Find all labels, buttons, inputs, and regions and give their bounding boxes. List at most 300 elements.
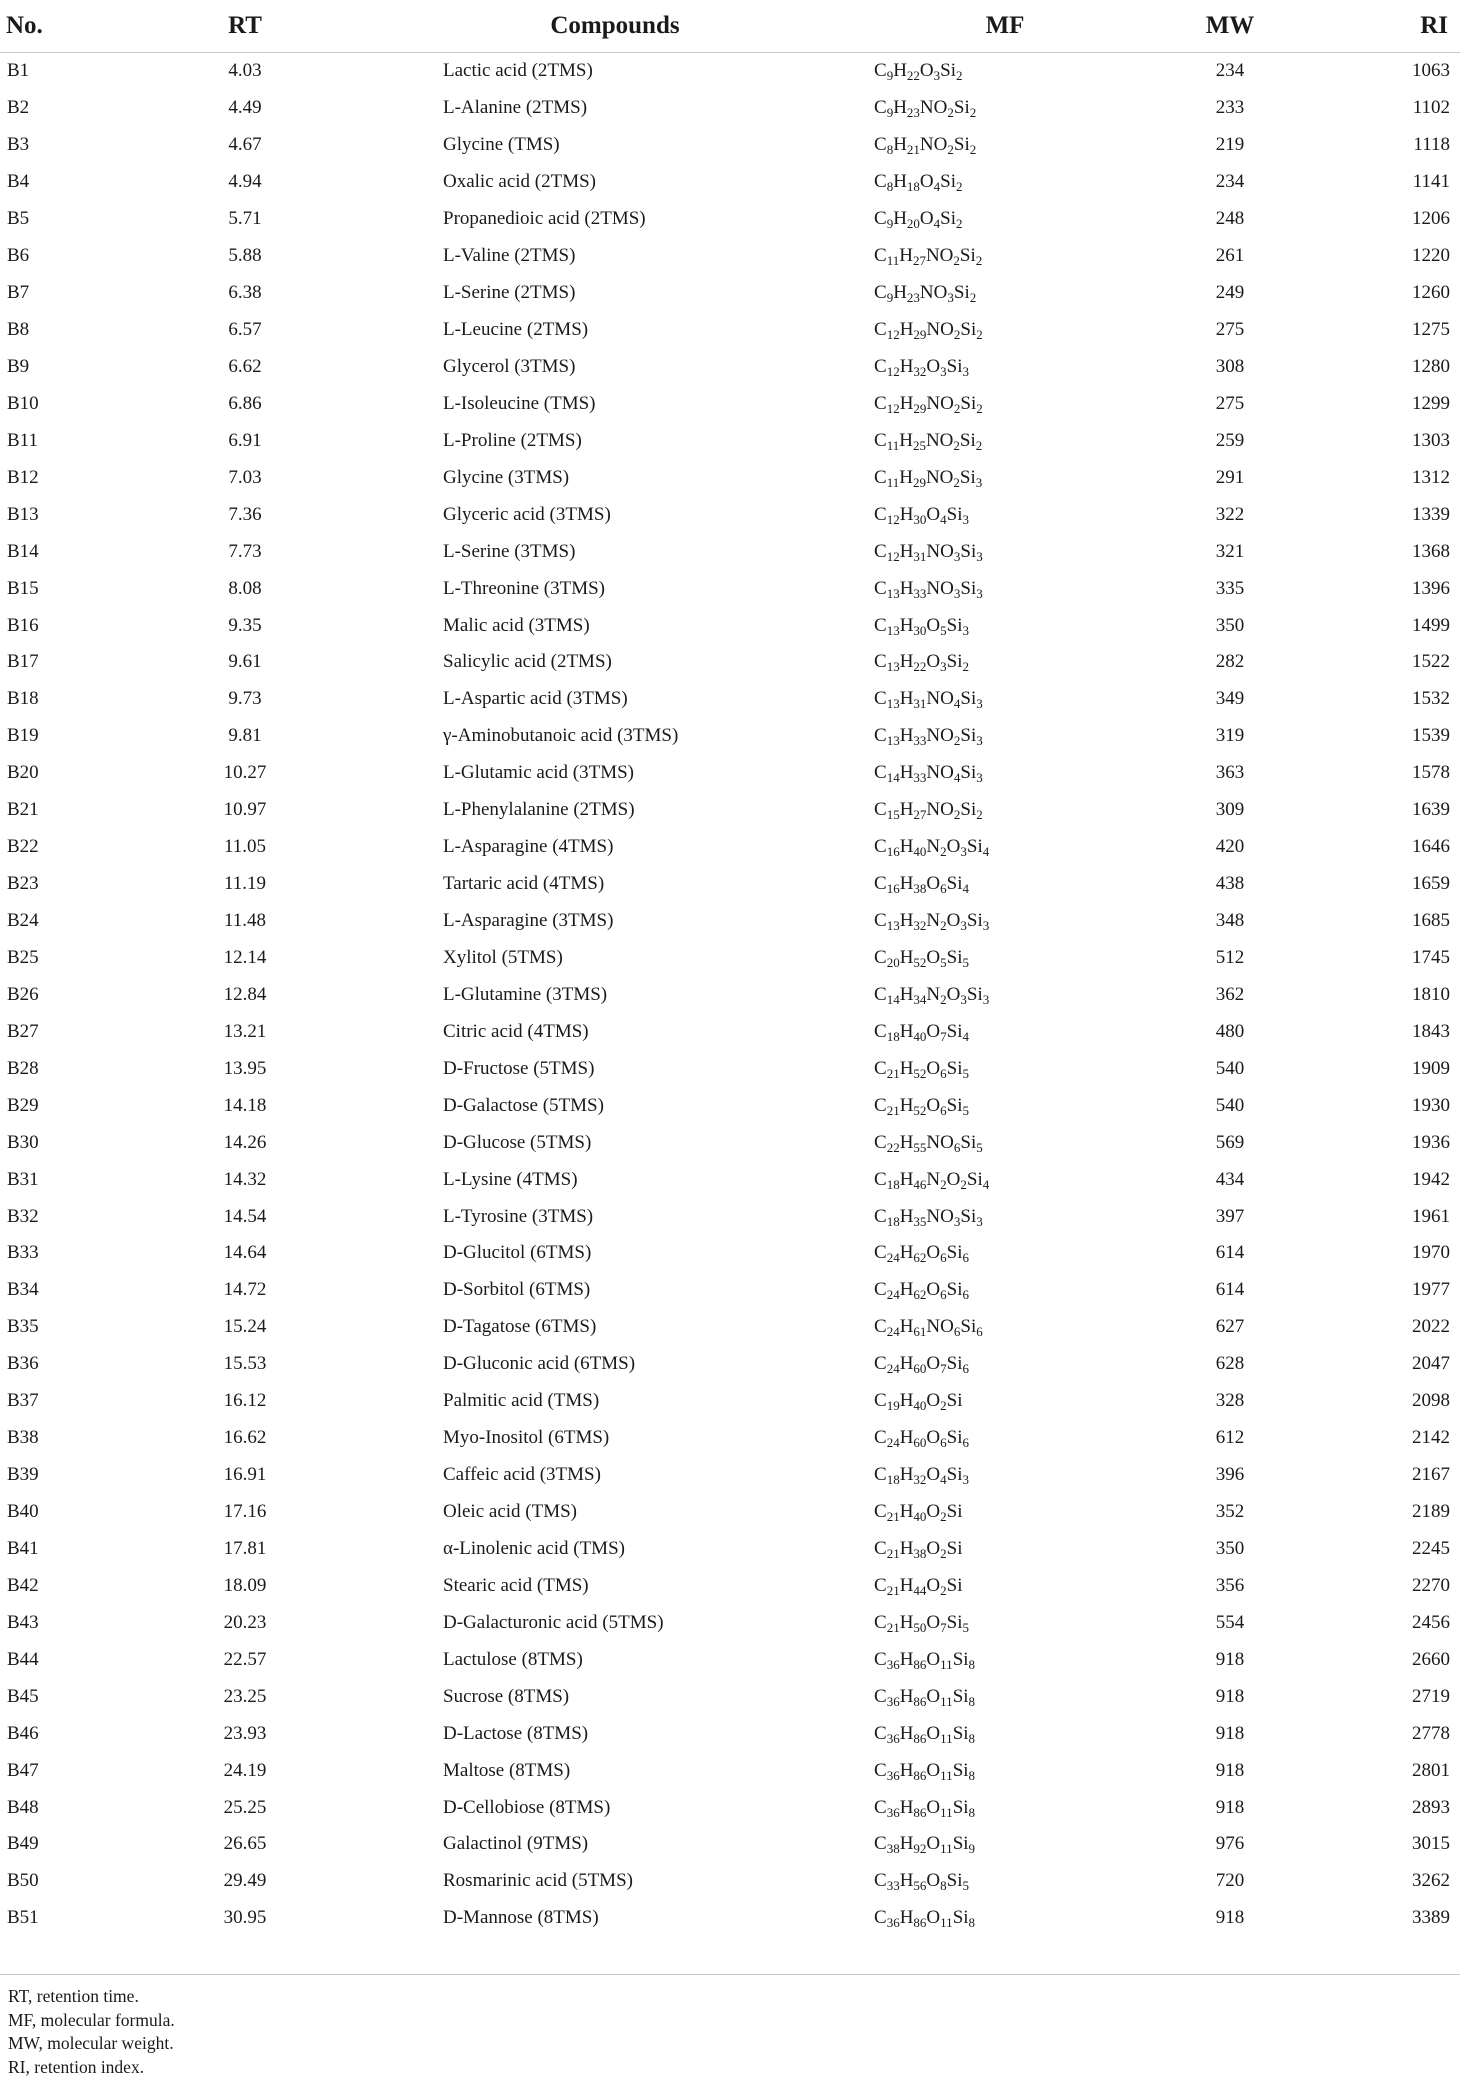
cell-mf: $C_{15}H_{27}NO_2Si_2$ xyxy=(874,799,983,823)
cell-mf: $C_{24}H_{60}O_7Si_6$ xyxy=(874,1353,970,1377)
cell-ri: 1936 xyxy=(1412,1131,1450,1153)
cell-compound: L-Leucine (2TMS) xyxy=(443,319,589,341)
cell-no: B26 xyxy=(7,983,39,1005)
cell-compound: D-Gluconic acid (6TMS) xyxy=(443,1353,636,1375)
cell-compound: Salicylic acid (2TMS) xyxy=(443,651,612,673)
table-row xyxy=(0,164,1460,201)
cell-mf: $C_{36}H_{86}O_{11}Si_8$ xyxy=(874,1685,976,1709)
cell-compound: Palmitic acid (TMS) xyxy=(443,1390,600,1412)
table-row xyxy=(0,275,1460,312)
cell-mw: 540 xyxy=(1215,1057,1245,1079)
table-row xyxy=(0,903,1460,940)
cell-mw: 308 xyxy=(1215,355,1245,377)
cell-rt: 13.95 xyxy=(223,1057,267,1079)
cell-mw: 918 xyxy=(1215,1685,1245,1707)
cell-compound: Citric acid (4TMS) xyxy=(443,1020,589,1042)
cell-mw: 628 xyxy=(1215,1353,1245,1375)
cell-compound: Xylitol (5TMS) xyxy=(443,946,563,968)
cell-mw: 434 xyxy=(1215,1168,1245,1190)
cell-rt: 14.26 xyxy=(223,1131,267,1153)
cell-compound: Propanedioic acid (2TMS) xyxy=(443,208,646,230)
cell-compound: L-Serine (3TMS) xyxy=(443,540,576,562)
table-row xyxy=(0,1678,1460,1715)
cell-no: B1 xyxy=(7,60,30,82)
cell-mw: 396 xyxy=(1215,1464,1245,1486)
cell-no: B31 xyxy=(7,1168,39,1190)
cell-mf: $C_{21}H_{40}O_2Si$ xyxy=(874,1501,963,1525)
cell-rt: 4.94 xyxy=(228,171,262,193)
cell-mf: $C_{13}H_{30}O_5Si_3$ xyxy=(874,614,970,638)
cell-mw: 569 xyxy=(1215,1131,1245,1153)
cell-mf: $C_{13}H_{32}N_2O_3Si_3$ xyxy=(874,910,990,934)
cell-mw: 349 xyxy=(1215,688,1245,710)
cell-mf: $C_{21}H_{38}O_2Si$ xyxy=(874,1537,963,1561)
cell-compound: Stearic acid (TMS) xyxy=(443,1574,589,1596)
cell-no: B19 xyxy=(7,725,39,747)
cell-rt: 17.81 xyxy=(223,1537,267,1559)
table-row xyxy=(0,1124,1460,1161)
cell-compound: D-Galacturonic acid (5TMS) xyxy=(443,1611,664,1633)
cell-no: B24 xyxy=(7,910,39,932)
cell-mf: $C_{33}H_{56}O_8Si_5$ xyxy=(874,1870,970,1894)
cell-rt: 22.57 xyxy=(223,1648,267,1670)
cell-rt: 6.57 xyxy=(228,319,262,341)
cell-ri: 1396 xyxy=(1412,577,1450,599)
cell-ri: 2270 xyxy=(1412,1574,1450,1596)
cell-mf: $C_{11}H_{29}NO_2Si_3$ xyxy=(874,466,983,490)
cell-mw: 627 xyxy=(1215,1316,1245,1338)
cell-mw: 362 xyxy=(1215,983,1245,1005)
table-row xyxy=(0,1198,1460,1235)
cell-no: B51 xyxy=(7,1907,39,1929)
cell-no: B45 xyxy=(7,1685,39,1707)
cell-ri: 1659 xyxy=(1412,873,1450,895)
cell-ri: 2456 xyxy=(1412,1611,1450,1633)
cell-no: B43 xyxy=(7,1611,39,1633)
cell-rt: 12.14 xyxy=(223,946,267,968)
cell-rt: 6.91 xyxy=(228,429,262,451)
table-row xyxy=(0,570,1460,607)
cell-mf: $C_{11}H_{27}NO_2Si_2$ xyxy=(874,245,983,269)
table-row xyxy=(0,940,1460,977)
cell-no: B25 xyxy=(7,946,39,968)
table-row xyxy=(0,1309,1460,1346)
cell-mf: $C_{13}H_{33}NO_2Si_3$ xyxy=(874,725,983,749)
table-row xyxy=(0,1420,1460,1457)
cell-mf: $C_{38}H_{92}O_{11}Si_9$ xyxy=(874,1833,976,1857)
table-row xyxy=(0,1604,1460,1641)
cell-compound: α-Linolenic acid (TMS) xyxy=(443,1537,625,1559)
cell-mw: 319 xyxy=(1215,725,1245,747)
cell-ri: 1299 xyxy=(1412,392,1450,414)
cell-mw: 335 xyxy=(1215,577,1245,599)
cell-ri: 2047 xyxy=(1412,1353,1450,1375)
cell-no: B41 xyxy=(7,1537,39,1559)
cell-mf: $C_{16}H_{38}O_6Si_4$ xyxy=(874,873,970,897)
table-row xyxy=(0,349,1460,386)
header-mf: MF xyxy=(860,0,1150,53)
cell-ri: 1646 xyxy=(1412,836,1450,858)
cell-no: B6 xyxy=(7,245,30,267)
cell-mw: 438 xyxy=(1215,873,1245,895)
cell-no: B14 xyxy=(7,540,39,562)
cell-compound: D-Fructose (5TMS) xyxy=(443,1057,595,1079)
cell-mw: 554 xyxy=(1215,1611,1245,1633)
cell-ri: 2142 xyxy=(1412,1427,1450,1449)
cell-no: B20 xyxy=(7,762,39,784)
cell-mw: 259 xyxy=(1215,429,1245,451)
cell-mf: $C_9H_{20}O_4Si_2$ xyxy=(874,208,963,232)
cell-mf: $C_{12}H_{29}NO_2Si_2$ xyxy=(874,319,983,343)
cell-compound: L-Tyrosine (3TMS) xyxy=(443,1205,594,1227)
cell-compound: Caffeic acid (3TMS) xyxy=(443,1464,601,1486)
cell-mw: 540 xyxy=(1215,1094,1245,1116)
cell-compound: Glycine (TMS) xyxy=(443,134,560,156)
cell-rt: 16.12 xyxy=(223,1390,267,1412)
cell-rt: 26.65 xyxy=(223,1833,267,1855)
cell-mf: $C_{11}H_{25}NO_2Si_2$ xyxy=(874,429,983,453)
cell-no: B37 xyxy=(7,1390,39,1412)
table-row xyxy=(0,422,1460,459)
cell-rt: 7.03 xyxy=(228,466,262,488)
cell-mf: $C_{19}H_{40}O_2Si$ xyxy=(874,1390,963,1414)
cell-no: B49 xyxy=(7,1833,39,1855)
cell-ri: 2022 xyxy=(1412,1316,1450,1338)
table-row xyxy=(0,90,1460,127)
cell-compound: L-Aspartic acid (3TMS) xyxy=(443,688,628,710)
cell-no: B36 xyxy=(7,1353,39,1375)
footnote: RI, retention index. xyxy=(8,2056,145,2077)
cell-rt: 9.73 xyxy=(228,688,262,710)
cell-ri: 3015 xyxy=(1412,1833,1450,1855)
table-row xyxy=(0,1457,1460,1494)
table-row xyxy=(0,459,1460,496)
cell-ri: 1745 xyxy=(1412,946,1450,968)
cell-ri: 1260 xyxy=(1412,282,1450,304)
cell-mf: $C_{16}H_{40}N_2O_3Si_4$ xyxy=(874,836,990,860)
table-row xyxy=(0,1531,1460,1568)
cell-mf: $C_{36}H_{86}O_{11}Si_8$ xyxy=(874,1648,976,1672)
cell-mw: 918 xyxy=(1215,1722,1245,1744)
cell-ri: 1970 xyxy=(1412,1242,1450,1264)
cell-compound: L-Phenylalanine (2TMS) xyxy=(443,799,635,821)
cell-ri: 1810 xyxy=(1412,983,1450,1005)
table-row xyxy=(0,755,1460,792)
cell-no: B33 xyxy=(7,1242,39,1264)
cell-mw: 249 xyxy=(1215,282,1245,304)
cell-no: B5 xyxy=(7,208,30,230)
table-row xyxy=(0,866,1460,903)
cell-compound: Malic acid (3TMS) xyxy=(443,614,590,636)
cell-rt: 7.36 xyxy=(228,503,262,525)
cell-compound: L-Valine (2TMS) xyxy=(443,245,576,267)
cell-ri: 1280 xyxy=(1412,355,1450,377)
cell-mf: $C_{12}H_{31}NO_3Si_3$ xyxy=(874,540,983,564)
table-row xyxy=(0,385,1460,422)
cell-rt: 11.19 xyxy=(223,873,267,895)
cell-mf: $C_{22}H_{55}NO_6Si_5$ xyxy=(874,1131,983,1155)
cell-mf: $C_{24}H_{62}O_6Si_6$ xyxy=(874,1279,970,1303)
cell-mf: $C_{18}H_{40}O_7Si_4$ xyxy=(874,1020,970,1044)
cell-ri: 1102 xyxy=(1412,97,1450,119)
cell-mw: 234 xyxy=(1215,60,1245,82)
cell-no: B35 xyxy=(7,1316,39,1338)
cell-mw: 309 xyxy=(1215,799,1245,821)
cell-rt: 17.16 xyxy=(223,1501,267,1523)
cell-no: B9 xyxy=(7,355,30,377)
header-ri: RI xyxy=(1310,0,1460,53)
cell-rt: 15.53 xyxy=(223,1353,267,1375)
cell-mw: 480 xyxy=(1215,1020,1245,1042)
cell-mw: 918 xyxy=(1215,1907,1245,1929)
cell-compound: L-Lysine (4TMS) xyxy=(443,1168,578,1190)
cell-mf: $C_{24}H_{60}O_6Si_6$ xyxy=(874,1427,970,1451)
cell-rt: 20.23 xyxy=(223,1611,267,1633)
table-row xyxy=(0,1272,1460,1309)
cell-mw: 233 xyxy=(1215,97,1245,119)
cell-ri: 2660 xyxy=(1412,1648,1450,1670)
table-row xyxy=(0,718,1460,755)
cell-no: B34 xyxy=(7,1279,39,1301)
cell-mw: 512 xyxy=(1215,946,1245,968)
table-row xyxy=(0,1383,1460,1420)
cell-mw: 291 xyxy=(1215,466,1245,488)
cell-rt: 14.32 xyxy=(223,1168,267,1190)
cell-no: B4 xyxy=(7,171,30,193)
table-row xyxy=(0,201,1460,238)
cell-ri: 1368 xyxy=(1412,540,1450,562)
cell-mf: $C_{13}H_{31}NO_4Si_3$ xyxy=(874,688,983,712)
cell-mw: 612 xyxy=(1215,1427,1245,1449)
cell-rt: 13.21 xyxy=(223,1020,267,1042)
cell-no: B48 xyxy=(7,1796,39,1818)
cell-no: B8 xyxy=(7,319,30,341)
cell-mf: $C_{14}H_{34}N_2O_3Si_3$ xyxy=(874,983,990,1007)
cell-ri: 1961 xyxy=(1412,1205,1450,1227)
footnotes xyxy=(8,1985,175,2079)
cell-rt: 16.91 xyxy=(223,1464,267,1486)
cell-mw: 275 xyxy=(1215,392,1245,414)
cell-mf: $C_8H_{21}NO_2Si_2$ xyxy=(874,134,977,158)
cell-rt: 4.03 xyxy=(228,60,262,82)
cell-no: B7 xyxy=(7,282,30,304)
cell-rt: 29.49 xyxy=(223,1870,267,1892)
table-row xyxy=(0,1900,1460,1937)
table-row xyxy=(0,238,1460,275)
table-row xyxy=(0,1161,1460,1198)
cell-ri: 1312 xyxy=(1412,466,1450,488)
cell-no: B47 xyxy=(7,1759,39,1781)
table-row xyxy=(0,1235,1460,1272)
table-row xyxy=(0,1013,1460,1050)
cell-mw: 918 xyxy=(1215,1648,1245,1670)
table-row xyxy=(0,792,1460,829)
cell-mw: 328 xyxy=(1215,1390,1245,1412)
cell-compound: Lactulose (8TMS) xyxy=(443,1648,583,1670)
cell-mw: 976 xyxy=(1215,1833,1245,1855)
cell-compound: L-Alanine (2TMS) xyxy=(443,97,588,119)
cell-compound: D-Glucitol (6TMS) xyxy=(443,1242,592,1264)
table-row xyxy=(0,829,1460,866)
cell-compound: Glyceric acid (3TMS) xyxy=(443,503,611,525)
cell-mw: 350 xyxy=(1215,614,1245,636)
cell-ri: 1532 xyxy=(1412,688,1450,710)
table-row xyxy=(0,1752,1460,1789)
cell-mw: 614 xyxy=(1215,1279,1245,1301)
cell-compound: Rosmarinic acid (5TMS) xyxy=(443,1870,633,1892)
cell-ri: 1522 xyxy=(1412,651,1450,673)
cell-mw: 720 xyxy=(1215,1870,1245,1892)
cell-no: B40 xyxy=(7,1501,39,1523)
cell-mf: $C_{18}H_{32}O_4Si_3$ xyxy=(874,1464,970,1488)
cell-mf: $C_{36}H_{86}O_{11}Si_8$ xyxy=(874,1722,976,1746)
cell-no: B13 xyxy=(7,503,39,525)
cell-compound: L-Glutamic acid (3TMS) xyxy=(443,762,635,784)
cell-compound: D-Glucose (5TMS) xyxy=(443,1131,592,1153)
cell-rt: 8.08 xyxy=(228,577,262,599)
cell-mf: $C_{20}H_{52}O_5Si_5$ xyxy=(874,946,970,970)
table-row xyxy=(0,1863,1460,1900)
cell-no: B27 xyxy=(7,1020,39,1042)
cell-mf: $C_{21}H_{52}O_6Si_5$ xyxy=(874,1057,970,1081)
cell-no: B44 xyxy=(7,1648,39,1670)
cell-ri: 2801 xyxy=(1412,1759,1450,1781)
cell-rt: 11.05 xyxy=(223,836,267,858)
cell-mf: $C_9H_{23}NO_2Si_2$ xyxy=(874,97,977,121)
cell-compound: L-Serine (2TMS) xyxy=(443,282,576,304)
cell-rt: 14.18 xyxy=(223,1094,267,1116)
cell-ri: 1339 xyxy=(1412,503,1450,525)
table-row xyxy=(0,681,1460,718)
table-row xyxy=(0,1087,1460,1124)
table-row xyxy=(0,127,1460,164)
cell-ri: 1206 xyxy=(1412,208,1450,230)
cell-ri: 2189 xyxy=(1412,1501,1450,1523)
cell-mf: $C_{36}H_{86}O_{11}Si_8$ xyxy=(874,1796,976,1820)
cell-mf: $C_{18}H_{35}NO_3Si_3$ xyxy=(874,1205,983,1229)
table-row xyxy=(0,1050,1460,1087)
cell-no: B16 xyxy=(7,614,39,636)
table-row xyxy=(0,533,1460,570)
cell-no: B12 xyxy=(7,466,39,488)
header-mw: MW xyxy=(1150,0,1310,53)
cell-mw: 918 xyxy=(1215,1759,1245,1781)
cell-no: B21 xyxy=(7,799,39,821)
cell-mw: 348 xyxy=(1215,910,1245,932)
cell-ri: 1141 xyxy=(1412,171,1450,193)
cell-mw: 219 xyxy=(1215,134,1245,156)
cell-ri: 1942 xyxy=(1412,1168,1450,1190)
cell-compound: Glycine (3TMS) xyxy=(443,466,570,488)
cell-ri: 2778 xyxy=(1412,1722,1450,1744)
cell-mf: $C_{13}H_{33}NO_3Si_3$ xyxy=(874,577,983,601)
cell-mf: $C_{21}H_{44}O_2Si$ xyxy=(874,1574,963,1598)
cell-compound: D-Tagatose (6TMS) xyxy=(443,1316,597,1338)
cell-ri: 1909 xyxy=(1412,1057,1450,1079)
cell-no: B3 xyxy=(7,134,30,156)
cell-ri: 2893 xyxy=(1412,1796,1450,1818)
cell-rt: 4.49 xyxy=(228,97,262,119)
table-row xyxy=(0,1715,1460,1752)
cell-mw: 614 xyxy=(1215,1242,1245,1264)
cell-ri: 2245 xyxy=(1412,1537,1450,1559)
cell-no: B15 xyxy=(7,577,39,599)
cell-no: B17 xyxy=(7,651,39,673)
bottom-rule xyxy=(0,1974,1460,1975)
cell-no: B42 xyxy=(7,1574,39,1596)
cell-rt: 10.27 xyxy=(223,762,267,784)
cell-ri: 1539 xyxy=(1412,725,1450,747)
cell-mw: 918 xyxy=(1215,1796,1245,1818)
cell-compound: Tartaric acid (4TMS) xyxy=(443,873,605,895)
cell-rt: 4.67 xyxy=(228,134,262,156)
cell-ri: 1843 xyxy=(1412,1020,1450,1042)
cell-compound: D-Mannose (8TMS) xyxy=(443,1907,599,1929)
cell-compound: D-Lactose (8TMS) xyxy=(443,1722,589,1744)
cell-ri: 1499 xyxy=(1412,614,1450,636)
table-row xyxy=(0,1826,1460,1863)
cell-rt: 30.95 xyxy=(223,1907,267,1929)
cell-no: B50 xyxy=(7,1870,39,1892)
cell-ri: 1118 xyxy=(1413,134,1450,156)
table-row xyxy=(0,1641,1460,1678)
cell-mw: 322 xyxy=(1215,503,1245,525)
cell-compound: Lactic acid (2TMS) xyxy=(443,60,593,82)
cell-compound: L-Asparagine (3TMS) xyxy=(443,910,614,932)
cell-ri: 1303 xyxy=(1412,429,1450,451)
cell-rt: 24.19 xyxy=(223,1759,267,1781)
cell-mf: $C_{13}H_{22}O_3Si_2$ xyxy=(874,651,970,675)
cell-rt: 12.84 xyxy=(223,983,267,1005)
cell-rt: 7.73 xyxy=(228,540,262,562)
cell-compound: L-Asparagine (4TMS) xyxy=(443,836,614,858)
cell-mf: $C_9H_{22}O_3Si_2$ xyxy=(874,60,963,84)
cell-mf: $C_{36}H_{86}O_{11}Si_8$ xyxy=(874,1759,976,1783)
cell-mw: 363 xyxy=(1215,762,1245,784)
header-no: No. xyxy=(0,0,120,53)
cell-no: B18 xyxy=(7,688,39,710)
cell-rt: 5.71 xyxy=(228,208,262,230)
cell-ri: 3262 xyxy=(1412,1870,1450,1892)
cell-no: B11 xyxy=(7,429,38,451)
cell-rt: 14.64 xyxy=(223,1242,267,1264)
cell-compound: Sucrose (8TMS) xyxy=(443,1685,570,1707)
cell-ri: 2719 xyxy=(1412,1685,1450,1707)
table-header-row xyxy=(0,0,1460,53)
table-row xyxy=(0,1567,1460,1604)
cell-mw: 356 xyxy=(1215,1574,1245,1596)
cell-ri: 1639 xyxy=(1412,799,1450,821)
cell-no: B2 xyxy=(7,97,30,119)
cell-rt: 9.61 xyxy=(228,651,262,673)
cell-no: B10 xyxy=(7,392,39,414)
cell-mw: 350 xyxy=(1215,1537,1245,1559)
cell-mf: $C_{18}H_{46}N_2O_2Si_4$ xyxy=(874,1168,990,1192)
cell-mf: $C_{24}H_{61}NO_6Si_6$ xyxy=(874,1316,983,1340)
header-compounds: Compounds xyxy=(370,0,860,53)
cell-rt: 10.97 xyxy=(223,799,267,821)
cell-no: B22 xyxy=(7,836,39,858)
cell-no: B30 xyxy=(7,1131,39,1153)
footnote: RT, retention time. xyxy=(8,1986,139,2006)
table-row xyxy=(0,53,1460,90)
cell-rt: 18.09 xyxy=(223,1574,267,1596)
cell-rt: 16.62 xyxy=(223,1427,267,1449)
cell-mw: 321 xyxy=(1215,540,1245,562)
cell-rt: 6.62 xyxy=(228,355,262,377)
cell-compound: Maltose (8TMS) xyxy=(443,1759,571,1781)
cell-ri: 3389 xyxy=(1412,1907,1450,1929)
